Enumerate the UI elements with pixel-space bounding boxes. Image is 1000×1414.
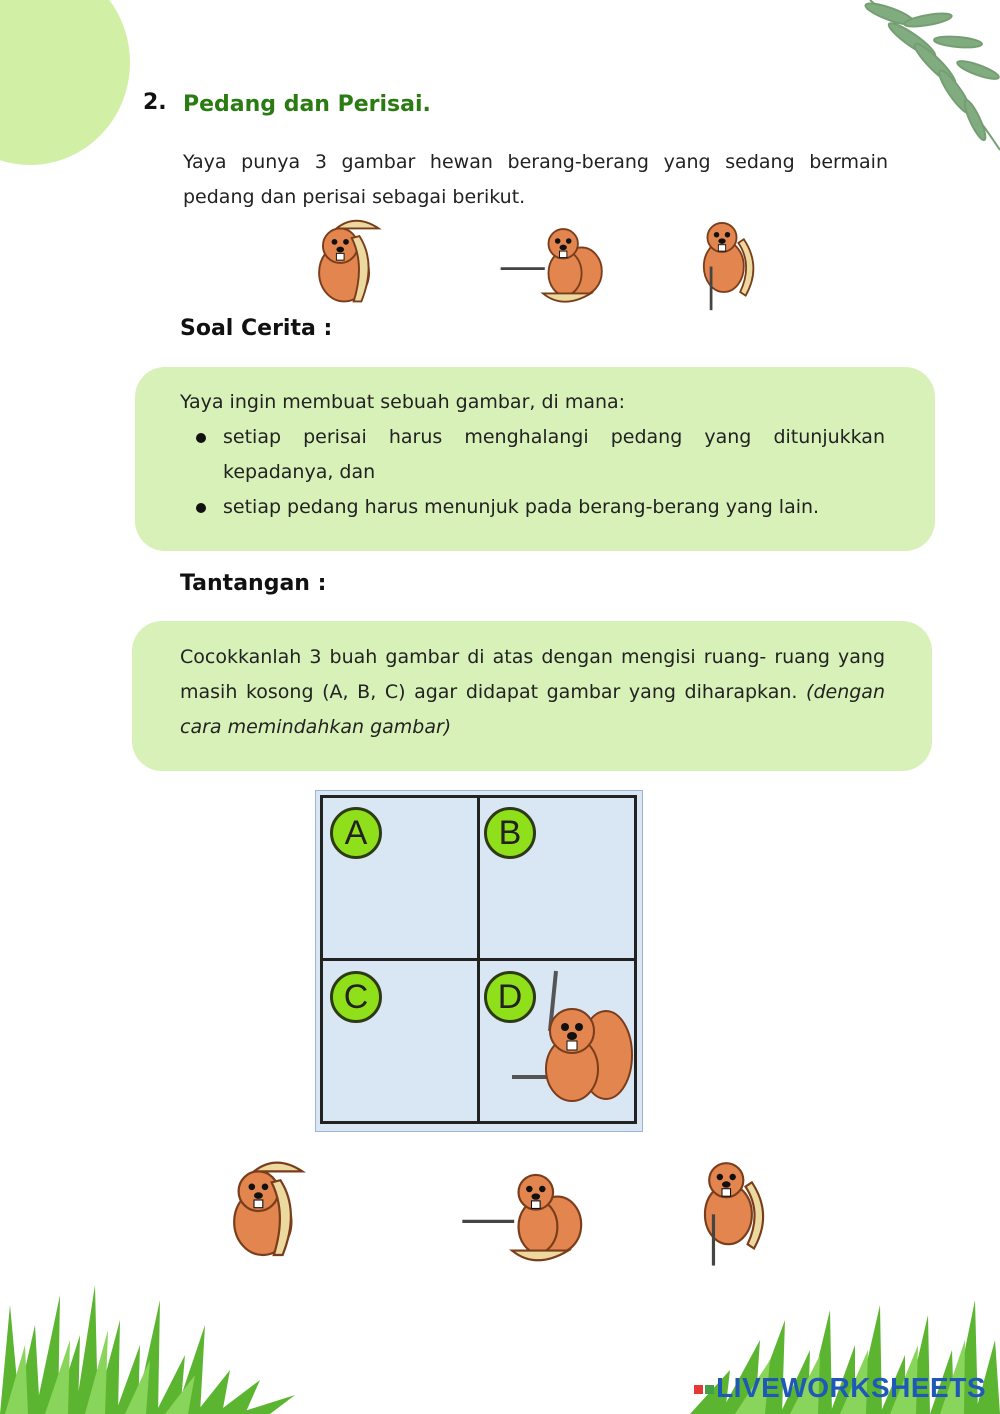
- question-number: 2.: [143, 90, 167, 115]
- logo-text: LIVEWORKSHEETS: [716, 1372, 986, 1403]
- story-bullets: [180, 420, 885, 525]
- story-heading: Soal Cerita :: [180, 316, 333, 341]
- cell-label-a: A: [330, 807, 382, 859]
- challenge-text: Cocokkanlah 3 buah gambar di atas dengan mengisi ruang- ruang yang masih kosong (A, B, C) agar didapat gambar yang diharapkan.: [180, 646, 885, 703]
- decorative-circle: [0, 0, 130, 165]
- beaver-grid-d-icon: [510, 969, 634, 1114]
- grid-cell-d: [477, 958, 637, 1124]
- beaver-sword-down-icon: [690, 212, 774, 312]
- grid-cell-b[interactable]: [477, 795, 637, 961]
- liveworksheets-logo: [694, 1372, 986, 1404]
- story-bullet: setiap pedang harus menunjuk pada berang-berang yang lain.: [180, 490, 885, 525]
- answer-grid: [315, 790, 643, 1132]
- challenge-heading: Tantangan :: [180, 571, 327, 596]
- question-title: Pedang dan Perisai.: [183, 92, 431, 117]
- beaver-sword-left-icon: [498, 218, 610, 310]
- logo-square-icon: [694, 1385, 703, 1394]
- draggable-beaver-shield-icon[interactable]: [210, 1155, 320, 1267]
- story-bullet: setiap perisai harus menghalangi pedang yang ditunjukkan kepadanya, dan: [180, 420, 885, 490]
- story-lead: Yaya ingin membuat sebuah gambar, di mana:: [180, 391, 626, 413]
- challenge-note: (dengan cara memindahkan gambar): [180, 681, 885, 738]
- beaver-shield-up-icon: [298, 215, 394, 311]
- grid-cell-a[interactable]: [320, 795, 480, 961]
- cell-label-c: C: [330, 971, 382, 1023]
- grass-left-icon: [0, 1285, 300, 1414]
- grid-cell-c[interactable]: [320, 958, 480, 1124]
- intro-paragraph: Yaya punya 3 gambar hewan berang-berang yang sedang bermain pedang dan perisai sebagai berikut.: [183, 151, 888, 208]
- logo-square-icon: [705, 1385, 714, 1394]
- cell-label-d: D: [484, 971, 536, 1023]
- draggable-beaver-sword-left-icon[interactable]: [455, 1162, 595, 1270]
- story-content: [180, 385, 885, 525]
- leaf-decoration-icon: [850, 0, 1000, 160]
- cell-label-b: B: [484, 807, 536, 859]
- challenge-content: [180, 640, 885, 745]
- draggable-beaver-sword-down-icon[interactable]: [690, 1150, 786, 1268]
